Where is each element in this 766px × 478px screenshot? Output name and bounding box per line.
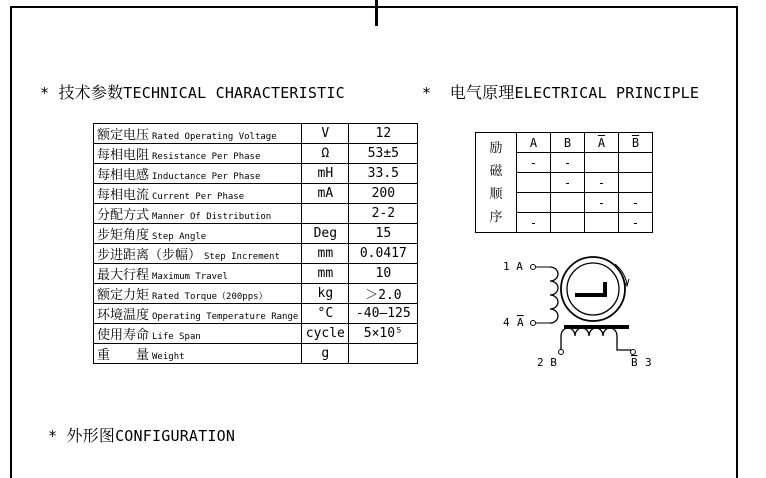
- sequence-header-cell: [551, 133, 585, 153]
- sequence-side-label: [476, 133, 517, 233]
- terminal-4-letter: A: [517, 316, 524, 329]
- sequence-cell: -: [551, 153, 585, 173]
- spec-name-cn: 额定力矩: [97, 288, 150, 303]
- spec-row: [94, 164, 418, 184]
- sequence-cell: -: [517, 213, 551, 233]
- spec-name-cn: 步进距离（步幅）: [97, 248, 202, 263]
- spec-value: 0.0417: [349, 244, 418, 264]
- spec-name-en: Maximum Travel: [152, 272, 228, 282]
- spec-value: 12: [349, 124, 418, 144]
- spec-row: [94, 344, 418, 364]
- spec-unit: °C: [302, 304, 349, 324]
- sequence-cell: [551, 213, 585, 233]
- rotor-magnet: [575, 282, 605, 295]
- sequence-header-row: [476, 133, 653, 153]
- spec-name-en: Rated Operating Voltage: [152, 132, 277, 142]
- sequence-cell: -: [517, 153, 551, 173]
- terminal-3-num: 3: [645, 356, 652, 369]
- electrical-heading-en: ELECTRICAL PRINCIPLE: [514, 84, 700, 102]
- spec-name-cn: 使用寿命: [97, 328, 150, 343]
- configuration-heading: [48, 423, 235, 446]
- spec-name-en: Resistance Per Phase: [152, 152, 261, 162]
- terminal-4-num: 4: [503, 316, 510, 329]
- spec-name-en: Operating Temperature Range: [152, 312, 299, 322]
- spec-name-cell: [94, 184, 302, 204]
- spec-row: [94, 324, 418, 344]
- sequence-cell: [551, 193, 585, 213]
- configuration-heading-cn: 外形图: [66, 426, 116, 445]
- spec-name-cell: [94, 164, 302, 184]
- spec-name-cn: 重 量: [97, 348, 150, 363]
- spec-name-en: Step Angle: [152, 232, 207, 242]
- sequence-header-cell: [585, 133, 619, 153]
- sequence-cell: [619, 173, 653, 193]
- spec-row: [94, 204, 418, 224]
- spec-unit: mm: [302, 244, 349, 264]
- spec-row: [94, 144, 418, 164]
- sequence-cell: [619, 153, 653, 173]
- spec-unit: mA: [302, 184, 349, 204]
- sequence-header-label: $\overline{A}$: [597, 135, 606, 150]
- sequence-cell: -: [585, 173, 619, 193]
- configuration-heading-en: CONFIGURATION: [115, 427, 236, 445]
- spec-value: 53±5: [349, 144, 418, 164]
- sequence-header-cell: [619, 133, 653, 153]
- spec-unit: [302, 204, 349, 224]
- coil-a-winding: [550, 267, 558, 323]
- spec-unit: g: [302, 344, 349, 364]
- spec-name-cell: [94, 304, 302, 324]
- spec-value: ＞2.0: [349, 284, 418, 304]
- spec-unit: cycle: [302, 324, 349, 344]
- sequence-side-char: 励: [489, 140, 503, 156]
- technical-heading: [40, 80, 345, 103]
- spec-row: [94, 304, 418, 324]
- coil-b-winding: [561, 328, 631, 350]
- spec-unit: V: [302, 124, 349, 144]
- spec-row: [94, 264, 418, 284]
- spec-row: [94, 184, 418, 204]
- spec-name-cell: [94, 224, 302, 244]
- sequence-side-char: 顺: [489, 186, 503, 202]
- terminal-2-label: 2 B: [537, 356, 557, 369]
- spec-row: [94, 224, 418, 244]
- spec-name-cell: [94, 324, 302, 344]
- spec-name-cn: 分配方式: [97, 208, 150, 223]
- sequence-cell: [585, 153, 619, 173]
- electrical-heading: [422, 80, 699, 103]
- configuration-bullet: *: [48, 427, 58, 445]
- sequence-cell: [517, 173, 551, 193]
- spec-value: 5×10⁵: [349, 324, 418, 344]
- rotor-inner-circle: [567, 263, 619, 315]
- spec-value: [349, 344, 418, 364]
- spec-name-cn: 最大行程: [97, 268, 150, 283]
- spec-row: [94, 284, 418, 304]
- sequence-side-char: 序: [489, 209, 503, 225]
- sequence-cell: -: [619, 193, 653, 213]
- spec-name-en: Inductance Per Phase: [152, 172, 261, 182]
- terminal-4-dot: [531, 321, 536, 326]
- motor-wiring-diagram: [495, 250, 665, 375]
- sequence-cell: -: [551, 173, 585, 193]
- sequence-header-label: A: [529, 135, 538, 150]
- spec-row: [94, 244, 418, 264]
- spec-value: 15: [349, 224, 418, 244]
- spec-name-cn: 每相电感: [97, 168, 150, 183]
- spec-name-cn: 每相电流: [97, 188, 150, 203]
- technical-bullet: *: [40, 84, 50, 102]
- spec-value: 33.5: [349, 164, 418, 184]
- terminal-1-label: 1 A: [503, 260, 523, 273]
- spec-unit: kg: [302, 284, 349, 304]
- terminal-1-dot: [531, 265, 536, 270]
- terminal-3-letter: B: [631, 356, 638, 369]
- spec-name-cell: [94, 344, 302, 364]
- sequence-header-label: $\overline{B}$: [631, 135, 640, 150]
- spec-name-en: Step Increment: [204, 252, 280, 262]
- spec-name-en: Weight: [152, 352, 185, 362]
- sequence-header-label: B: [563, 135, 572, 150]
- spec-value: 200: [349, 184, 418, 204]
- spec-unit: Ω: [302, 144, 349, 164]
- spec-row: [94, 124, 418, 144]
- excitation-sequence-table: [475, 132, 653, 233]
- spec-value: -40—125: [349, 304, 418, 324]
- spec-value: 2-2: [349, 204, 418, 224]
- sequence-cell: [517, 193, 551, 213]
- spec-name-cn: 步矩角度: [97, 228, 150, 243]
- sequence-cell: -: [585, 193, 619, 213]
- sequence-side-char: 磁: [489, 163, 503, 179]
- terminal-3-dot: [631, 350, 636, 355]
- spec-name-cell: [94, 124, 302, 144]
- technical-heading-en: TECHNICAL CHARACTERISTIC: [123, 84, 345, 102]
- spec-name-cell: [94, 244, 302, 264]
- spec-name-cell: [94, 204, 302, 224]
- spec-name-cn: 每相电阻: [97, 148, 150, 163]
- electrical-heading-cn: 电气原理: [449, 83, 515, 102]
- technical-heading-cn: 技术参数: [58, 83, 124, 102]
- spec-name-en: Current Per Phase: [152, 192, 245, 202]
- technical-spec-table: [93, 123, 418, 364]
- sequence-cell: [585, 213, 619, 233]
- electrical-bullet: *: [422, 84, 432, 102]
- spec-value: 10: [349, 264, 418, 284]
- sequence-header-cell: [517, 133, 551, 153]
- rotor-outer-circle: [561, 257, 625, 321]
- spec-name-cell: [94, 264, 302, 284]
- spec-name-cn: 额定电压: [97, 128, 150, 143]
- sequence-cell: -: [619, 213, 653, 233]
- frame-center-tick: [375, 0, 378, 26]
- spec-name-en: Rated Torque（200pps）: [152, 292, 268, 302]
- spec-unit: mm: [302, 264, 349, 284]
- spec-unit: Deg: [302, 224, 349, 244]
- spec-name-cn: 环境温度: [97, 308, 150, 323]
- spec-name-cell: [94, 284, 302, 304]
- spec-name-en: Life Span: [152, 332, 201, 342]
- terminal-2-dot: [559, 350, 564, 355]
- spec-name-cell: [94, 144, 302, 164]
- spec-name-en: Manner Of Distribution: [152, 212, 272, 222]
- spec-unit: mH: [302, 164, 349, 184]
